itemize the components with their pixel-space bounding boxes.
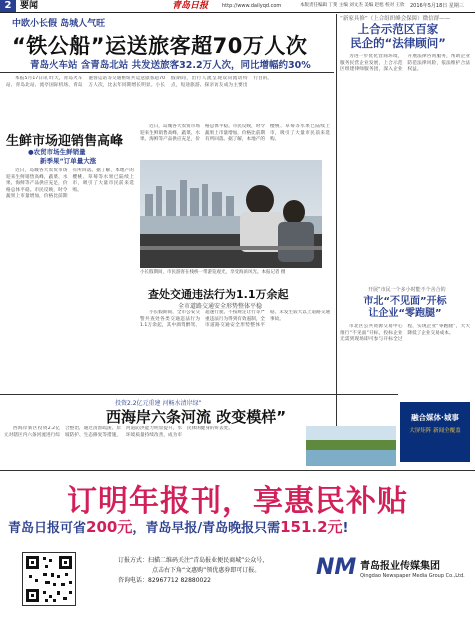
story2-bullet: ●农贸市场生鲜销量	[28, 148, 86, 156]
qr-code-icon	[23, 553, 75, 605]
advert-subline-b: ，青岛早报/青岛晚报只需	[132, 521, 281, 536]
right-headline-1: 上合示范区百家	[357, 22, 439, 36]
section-title: 要闻	[20, 1, 39, 11]
dateline: 本版责任编辑 丁斐 主编 刘文杰 美编 赵旭 校对 王欣	[300, 3, 405, 8]
group-name-en: Qingdao Newspaper Media Group Co.,Ltd.	[360, 573, 465, 579]
advert-amount-b: 151.2元	[280, 518, 343, 536]
story2-headline: 生鲜市场迎销售高峰	[6, 134, 124, 149]
group-logo: NM	[316, 555, 357, 580]
right-kicker: “新家具修”（上合组织峰会保障）微信群——	[340, 16, 451, 22]
advert-amount-a: 200元	[86, 518, 133, 536]
qr-code[interactable]	[22, 552, 76, 606]
right-body-2: 市北区公共资源交易中心推行“不见面”开标，投标企业无需到现场即可参与开标全过程，实现企业“零跑腿”，大大降低了企业交易成本。	[340, 324, 470, 343]
right-headline-2: 民企的“法律顾问”	[350, 36, 446, 50]
story3-subheadline: 全市道路交通安全形势整体平稳	[178, 303, 263, 310]
lead-body: 本报5月17日讯 昨天，青岛火车站、青岛北站、流亭国际机场、青岛港客运站等交通枢纽共运送旅客超70万人次，比去年同期增长明显。小长假期间，出行人流呈现双向流动特点，短途旅游、探亲访友成为主要出行目的。	[6, 76, 272, 88]
story4-kicker: 投资2.2亿元重建 河畅水清岸绿”	[115, 400, 202, 407]
story2-body: 近日，岛城各大农贸市场迎来生鲜销售高峰，蔬菜、水果、海鲜等产品供应充足，价格总体平稳。市民反映，时令蔬果上市量增加，价格比前期有所回落。据了解，本地产的樱桃、草莓等水果已陆续上市，吸引了大量市民前来选购。	[6, 168, 134, 200]
divider	[0, 470, 475, 471]
right-body: 为进一步优化营商环境，服务民营企业发展，上合示范区组建律师服务团，深入企业开展法律咨询服务，帮助企业防范法律风险，依法维护合法权益。	[340, 54, 470, 73]
lead-headline: “铁公船”运送旅客超70万人次	[12, 34, 308, 58]
news-photo	[140, 160, 322, 268]
harbor-photo-image	[140, 160, 322, 268]
page-number: 2	[0, 0, 16, 12]
issue-date: 2016年5月18日 星期三	[410, 3, 464, 9]
advert-subline-a: 青岛日报可省	[8, 521, 87, 536]
story3-body: 小长假期间，全市公安交警共查处各类交通违法行为1.1万余起，其中酒驾醉驾、超速行驶、不按规定让行等严重违法行为得到有效遏制，全市道路交通安全形势整体平稳，未发生较大以上道路交通事故。	[140, 310, 330, 329]
photo-caption: 小长假期间，市民游客在栈桥一带游览观光，享受海滨风光。本报记者 摄	[140, 270, 286, 275]
divider	[0, 394, 398, 395]
story2-continued: 近日，岛城各大农贸市场迎来生鲜销售高峰，蔬菜、水果、海鲜等产品供应充足，价格总体平稳。市民反映，时令蔬果上市量增加，价格比前期有所回落。据了解，本地产的樱桃、草莓等水果已陆续上市，吸引了大量市民前来选购。	[140, 124, 330, 143]
advert-line-1: 订报方式：扫描二维码关注“青岛报业便民商城”公众号，	[118, 557, 269, 564]
column-rule	[336, 14, 337, 464]
advert-phone: 咨询电话：82967712 82880022	[118, 577, 211, 584]
advert-subline	[8, 516, 475, 537]
website-link[interactable]: http://www.dailyqd.com	[222, 3, 282, 9]
advert-line-2: 点击右下角“文惠购”领优惠券即可订报。	[152, 567, 261, 574]
story2-bullet: 新季果“订单量大涨	[40, 157, 97, 165]
right-headline2-2: 让企业“零跑腿”	[368, 308, 442, 319]
lead-kicker: 中欧小长假 岛城人气旺	[12, 19, 106, 29]
advert-headline: 订明年报刊，享惠民补贴	[67, 484, 408, 519]
right-kicker-2: 开展“市民一个多小时能不个舍合的	[368, 287, 446, 293]
lead-subheadline: 青岛火车站 含青岛北站 共发送旅客32.2万人次，同比增幅约30%	[30, 60, 311, 71]
right-headline2-1: 市北“不见面”开标	[363, 296, 447, 307]
paper-logo: 青岛日报	[172, 1, 209, 11]
promo-subtitle: 大屏矩阵 新闻全覆盖	[409, 428, 461, 434]
advert-instructions	[118, 556, 268, 586]
promo-box[interactable]	[400, 402, 470, 462]
promo-title: 融合媒体·城事	[411, 413, 459, 422]
advert-subline-end: !	[342, 521, 349, 536]
story3-headline: 查处交通违法行为1.1万余起	[148, 288, 289, 301]
story4-headline: 西海岸六条河流 改变模样”	[106, 408, 287, 426]
group-name: 青岛报业传媒集团	[360, 561, 440, 572]
river-photo-image	[306, 426, 396, 466]
divider	[0, 72, 334, 73]
story4-body: 西海岸新区投资2.2亿元对辖区内六条河流进行综合整治，通过清淤疏浚、岸坡防护、生态修复等措施，河道防洪能力明显提升，水环境质量持续改善，成为市民休闲健身的好去处。	[4, 426, 233, 438]
river-photo	[306, 426, 396, 466]
